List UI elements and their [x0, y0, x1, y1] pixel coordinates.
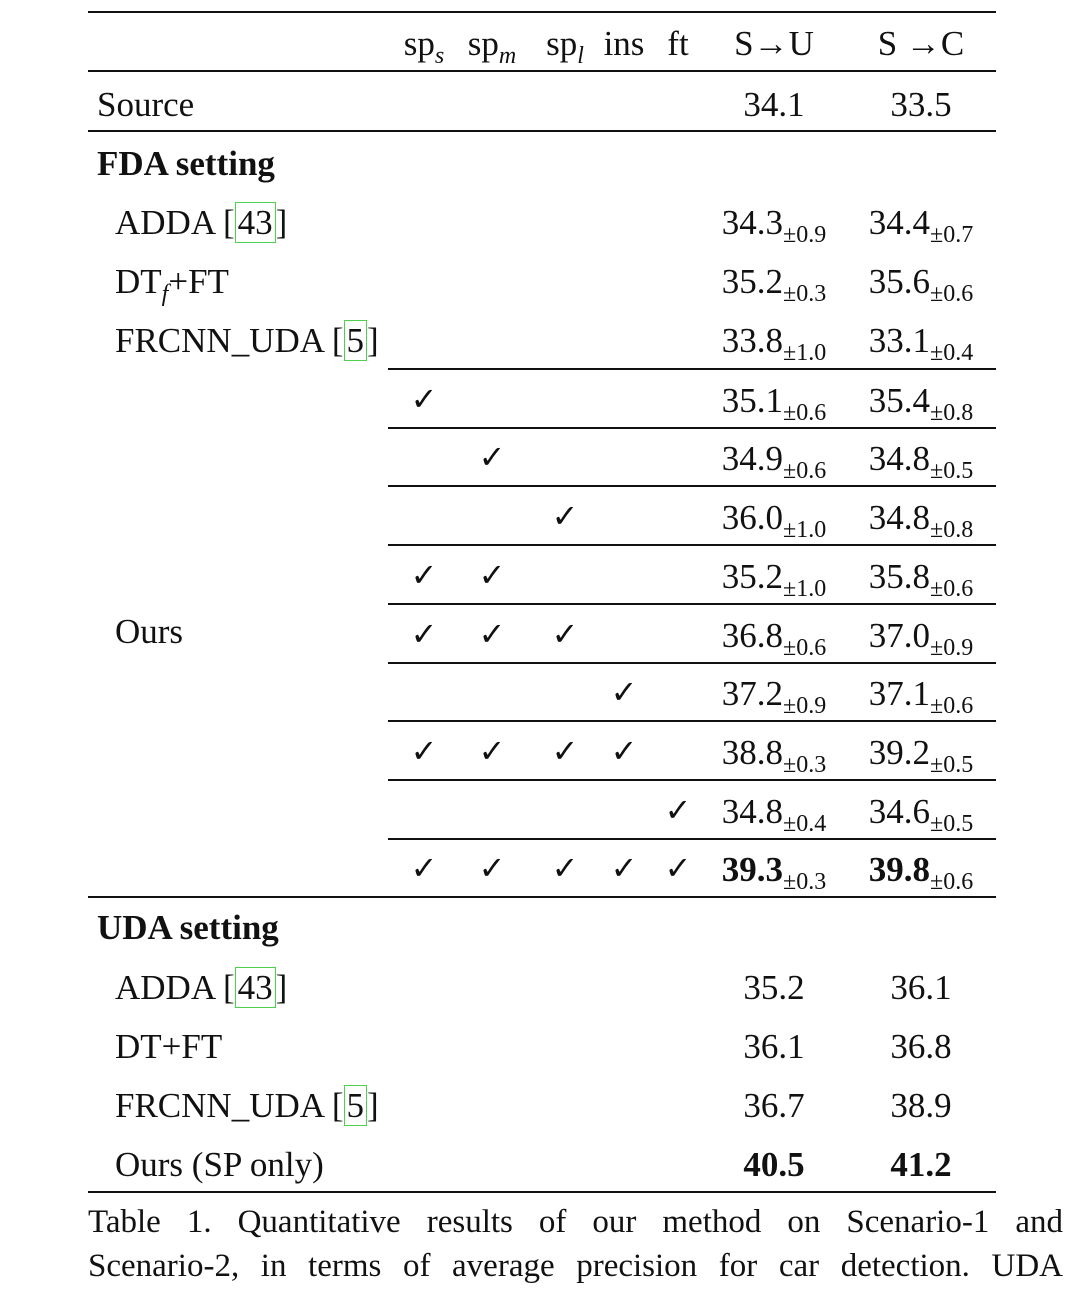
- std-dev: ±1.0: [783, 340, 827, 366]
- value: 36.1: [890, 968, 952, 1007]
- check-mark-icon: ✓: [478, 556, 506, 594]
- check-mark-icon: ✓: [551, 732, 579, 770]
- value: 36.7: [743, 1086, 805, 1125]
- method-name: FRCNN_UDA: [115, 321, 332, 360]
- column-header: [403, 24, 445, 69]
- uda-method-name: FRCNN_UDA [5]: [115, 1086, 379, 1125]
- ours-label: Ours: [115, 612, 184, 651]
- column-header-subscript: s: [434, 43, 445, 69]
- check-mark-icon: ✓: [551, 615, 579, 653]
- column-header-subscript: l: [577, 43, 584, 69]
- column-header: [667, 26, 688, 61]
- fda-bottom-rule: [88, 896, 996, 898]
- std-dev: ±0.5: [930, 458, 974, 484]
- ours-row-rule: [388, 427, 996, 429]
- ours-sc-value: [868, 733, 974, 778]
- column-header: [604, 26, 645, 61]
- check-mark-icon: ✓: [410, 380, 438, 418]
- value: 34.3: [721, 203, 784, 242]
- column-header-base: sp: [467, 24, 499, 63]
- ours-row-rule: [388, 720, 996, 722]
- value: 33.5: [890, 85, 952, 124]
- check-mark-icon: ✓: [478, 732, 506, 770]
- check-mark-icon: ✓: [610, 673, 638, 711]
- ours-su-value: [721, 850, 827, 895]
- std-dev: ±0.6: [783, 458, 827, 484]
- value: 36.0: [721, 498, 784, 537]
- value: 39.8: [868, 850, 931, 889]
- check-mark-icon: ✓: [410, 732, 438, 770]
- method-name: ADDA: [115, 968, 223, 1007]
- citation-link[interactable]: 5: [344, 1085, 368, 1126]
- ours-sc-value: [868, 381, 974, 426]
- check-mark-icon: ✓: [478, 849, 506, 887]
- column-header-base: ins: [603, 24, 645, 63]
- check-mark-icon: ✓: [664, 791, 692, 829]
- check-mark-icon: ✓: [551, 497, 579, 535]
- check-mark-icon: ✓: [410, 556, 438, 594]
- value: 33.1: [868, 321, 931, 360]
- check-mark-icon: ✓: [478, 438, 506, 476]
- check-mark-icon: ✓: [664, 849, 692, 887]
- std-dev: ±1.0: [783, 576, 827, 602]
- std-dev: ±0.3: [783, 281, 827, 307]
- method-name: DT+FT: [115, 1027, 223, 1066]
- ours-row-rule: [388, 485, 996, 487]
- std-dev: ±0.3: [783, 752, 827, 778]
- std-dev: ±0.4: [930, 340, 974, 366]
- method-name: DT: [115, 262, 162, 301]
- citation-link[interactable]: 5: [344, 320, 368, 361]
- fda-baseline-name: FRCNN_UDA [5]: [115, 321, 379, 360]
- column-header: [878, 26, 965, 61]
- check-mark-icon: ✓: [551, 849, 579, 887]
- source-label: Source: [97, 85, 195, 124]
- top-rule: [88, 11, 996, 13]
- ours-su-value: [721, 616, 827, 661]
- value: 39.2: [868, 733, 931, 772]
- value: 36.1: [743, 1027, 805, 1066]
- std-dev: ±0.6: [930, 693, 974, 719]
- value: 35.4: [868, 381, 931, 420]
- column-header: [546, 24, 584, 69]
- column-header: [467, 24, 517, 69]
- std-dev: ±0.4: [783, 811, 827, 837]
- uda-sc-value: [890, 970, 951, 1005]
- ours-top-rule: [388, 368, 996, 370]
- ours-su-value: [721, 381, 827, 426]
- uda-section-title: UDA setting: [97, 908, 279, 947]
- ours-sc-value: [868, 498, 974, 543]
- value: 34.9: [721, 439, 784, 478]
- value: 35.8: [868, 557, 931, 596]
- header-rule: [88, 70, 996, 72]
- std-dev: ±0.6: [930, 281, 974, 307]
- std-dev: ±0.3: [783, 869, 827, 895]
- source-sc-value: [890, 87, 951, 122]
- ours-su-value: [721, 792, 827, 837]
- value: 34.8: [721, 792, 784, 831]
- uda-su-value: [743, 1147, 804, 1182]
- value: 41.2: [890, 1145, 952, 1184]
- value: 35.6: [868, 262, 931, 301]
- fda-baseline-name: ADDA [43]: [115, 203, 288, 242]
- value: 38.8: [721, 733, 784, 772]
- std-dev: ±1.0: [783, 517, 827, 543]
- check-mark-icon: ✓: [610, 732, 638, 770]
- std-dev: ±0.6: [930, 576, 974, 602]
- fda-baseline-sc: [868, 203, 974, 248]
- std-dev: ±0.5: [930, 811, 974, 837]
- ours-row-rule: [388, 544, 996, 546]
- column-header-base: S →C: [877, 24, 965, 63]
- std-dev: ±0.5: [930, 752, 974, 778]
- ours-su-value: [721, 439, 827, 484]
- std-dev: ±0.9: [783, 693, 827, 719]
- value: 34.8: [868, 498, 931, 537]
- check-mark-icon: ✓: [610, 849, 638, 887]
- fda-baseline-sc: [868, 321, 974, 366]
- check-mark-icon: ✓: [410, 615, 438, 653]
- uda-sc-value: [890, 1147, 951, 1182]
- value: 38.9: [890, 1086, 952, 1125]
- ours-sc-value: [868, 557, 974, 602]
- value: 35.2: [721, 262, 784, 301]
- column-header-base: ft: [667, 24, 689, 63]
- ours-su-value: [721, 733, 827, 778]
- ours-row-rule: [388, 779, 996, 781]
- ours-sc-value: [868, 439, 974, 484]
- caption-line-1: Table 1. Quantitative results of our method on Scenario-1 and: [88, 1204, 1063, 1240]
- fda-section-title: FDA setting: [97, 144, 275, 183]
- std-dev: ±0.8: [930, 517, 974, 543]
- ours-su-value: [721, 674, 827, 719]
- ours-row-rule: [388, 603, 996, 605]
- value: 36.8: [890, 1027, 952, 1066]
- std-dev: ±0.9: [930, 635, 974, 661]
- citation-link[interactable]: 43: [235, 967, 276, 1008]
- method-name-subscript: f: [161, 281, 169, 307]
- std-dev: ±0.6: [930, 869, 974, 895]
- ours-su-value: [721, 498, 827, 543]
- uda-sc-value: [890, 1029, 951, 1064]
- source-su-value: [743, 87, 804, 122]
- std-dev: ±0.6: [783, 635, 827, 661]
- caption-line-2: Scenario-2, in terms of average precision for car detection. UDA: [88, 1248, 1063, 1284]
- value: 37.2: [721, 674, 784, 713]
- ours-su-value: [721, 557, 827, 602]
- check-mark-icon: ✓: [478, 615, 506, 653]
- uda-su-value: [743, 1088, 804, 1123]
- uda-su-value: [743, 1029, 804, 1064]
- value: 37.1: [868, 674, 931, 713]
- std-dev: ±0.8: [930, 400, 974, 426]
- value: 34.6: [868, 792, 931, 831]
- ours-row-rule: [388, 838, 996, 840]
- fda-baseline-name: [115, 262, 229, 307]
- uda-method-name: [115, 1147, 324, 1182]
- method-name-suffix: +FT: [168, 262, 229, 301]
- uda-su-value: [743, 970, 804, 1005]
- column-header-base: sp: [403, 24, 435, 63]
- uda-method-name: ADDA [43]: [115, 968, 288, 1007]
- value: 37.0: [868, 616, 931, 655]
- std-dev: ±0.9: [783, 222, 827, 248]
- ours-sc-value: [868, 792, 974, 837]
- method-name: ADDA: [115, 203, 223, 242]
- std-dev: ±0.6: [783, 400, 827, 426]
- value: 35.2: [721, 557, 784, 596]
- std-dev: ±0.7: [930, 222, 974, 248]
- fda-baseline-su: [721, 203, 827, 248]
- method-name: Ours (SP only): [115, 1145, 324, 1184]
- ours-sc-value: [868, 674, 974, 719]
- value: 40.5: [743, 1145, 805, 1184]
- uda-method-name: [115, 1029, 222, 1064]
- value: 35.1: [721, 381, 784, 420]
- column-header-base: S→U: [734, 24, 814, 63]
- fda-baseline-su: [721, 321, 827, 366]
- fda-baseline-sc: [868, 262, 974, 307]
- method-name: FRCNN_UDA: [115, 1086, 332, 1125]
- value: 34.8: [868, 439, 931, 478]
- column-header: [734, 26, 814, 61]
- value: 34.4: [868, 203, 931, 242]
- value: 33.8: [721, 321, 784, 360]
- fda-baseline-su: [721, 262, 827, 307]
- value: 39.3: [721, 850, 784, 889]
- check-mark-icon: ✓: [410, 849, 438, 887]
- column-header-subscript: m: [498, 43, 517, 69]
- citation-link[interactable]: 43: [235, 202, 276, 243]
- bottom-rule: [88, 1191, 996, 1193]
- value: 36.8: [721, 616, 784, 655]
- source-rule: [88, 130, 996, 132]
- uda-sc-value: [890, 1088, 951, 1123]
- value: 35.2: [743, 968, 805, 1007]
- column-header-base: sp: [546, 24, 578, 63]
- ours-sc-value: [868, 850, 974, 895]
- ours-sc-value: [868, 616, 974, 661]
- table-caption: [88, 1200, 1063, 1288]
- ours-row-rule: [388, 662, 996, 664]
- value: 34.1: [743, 85, 805, 124]
